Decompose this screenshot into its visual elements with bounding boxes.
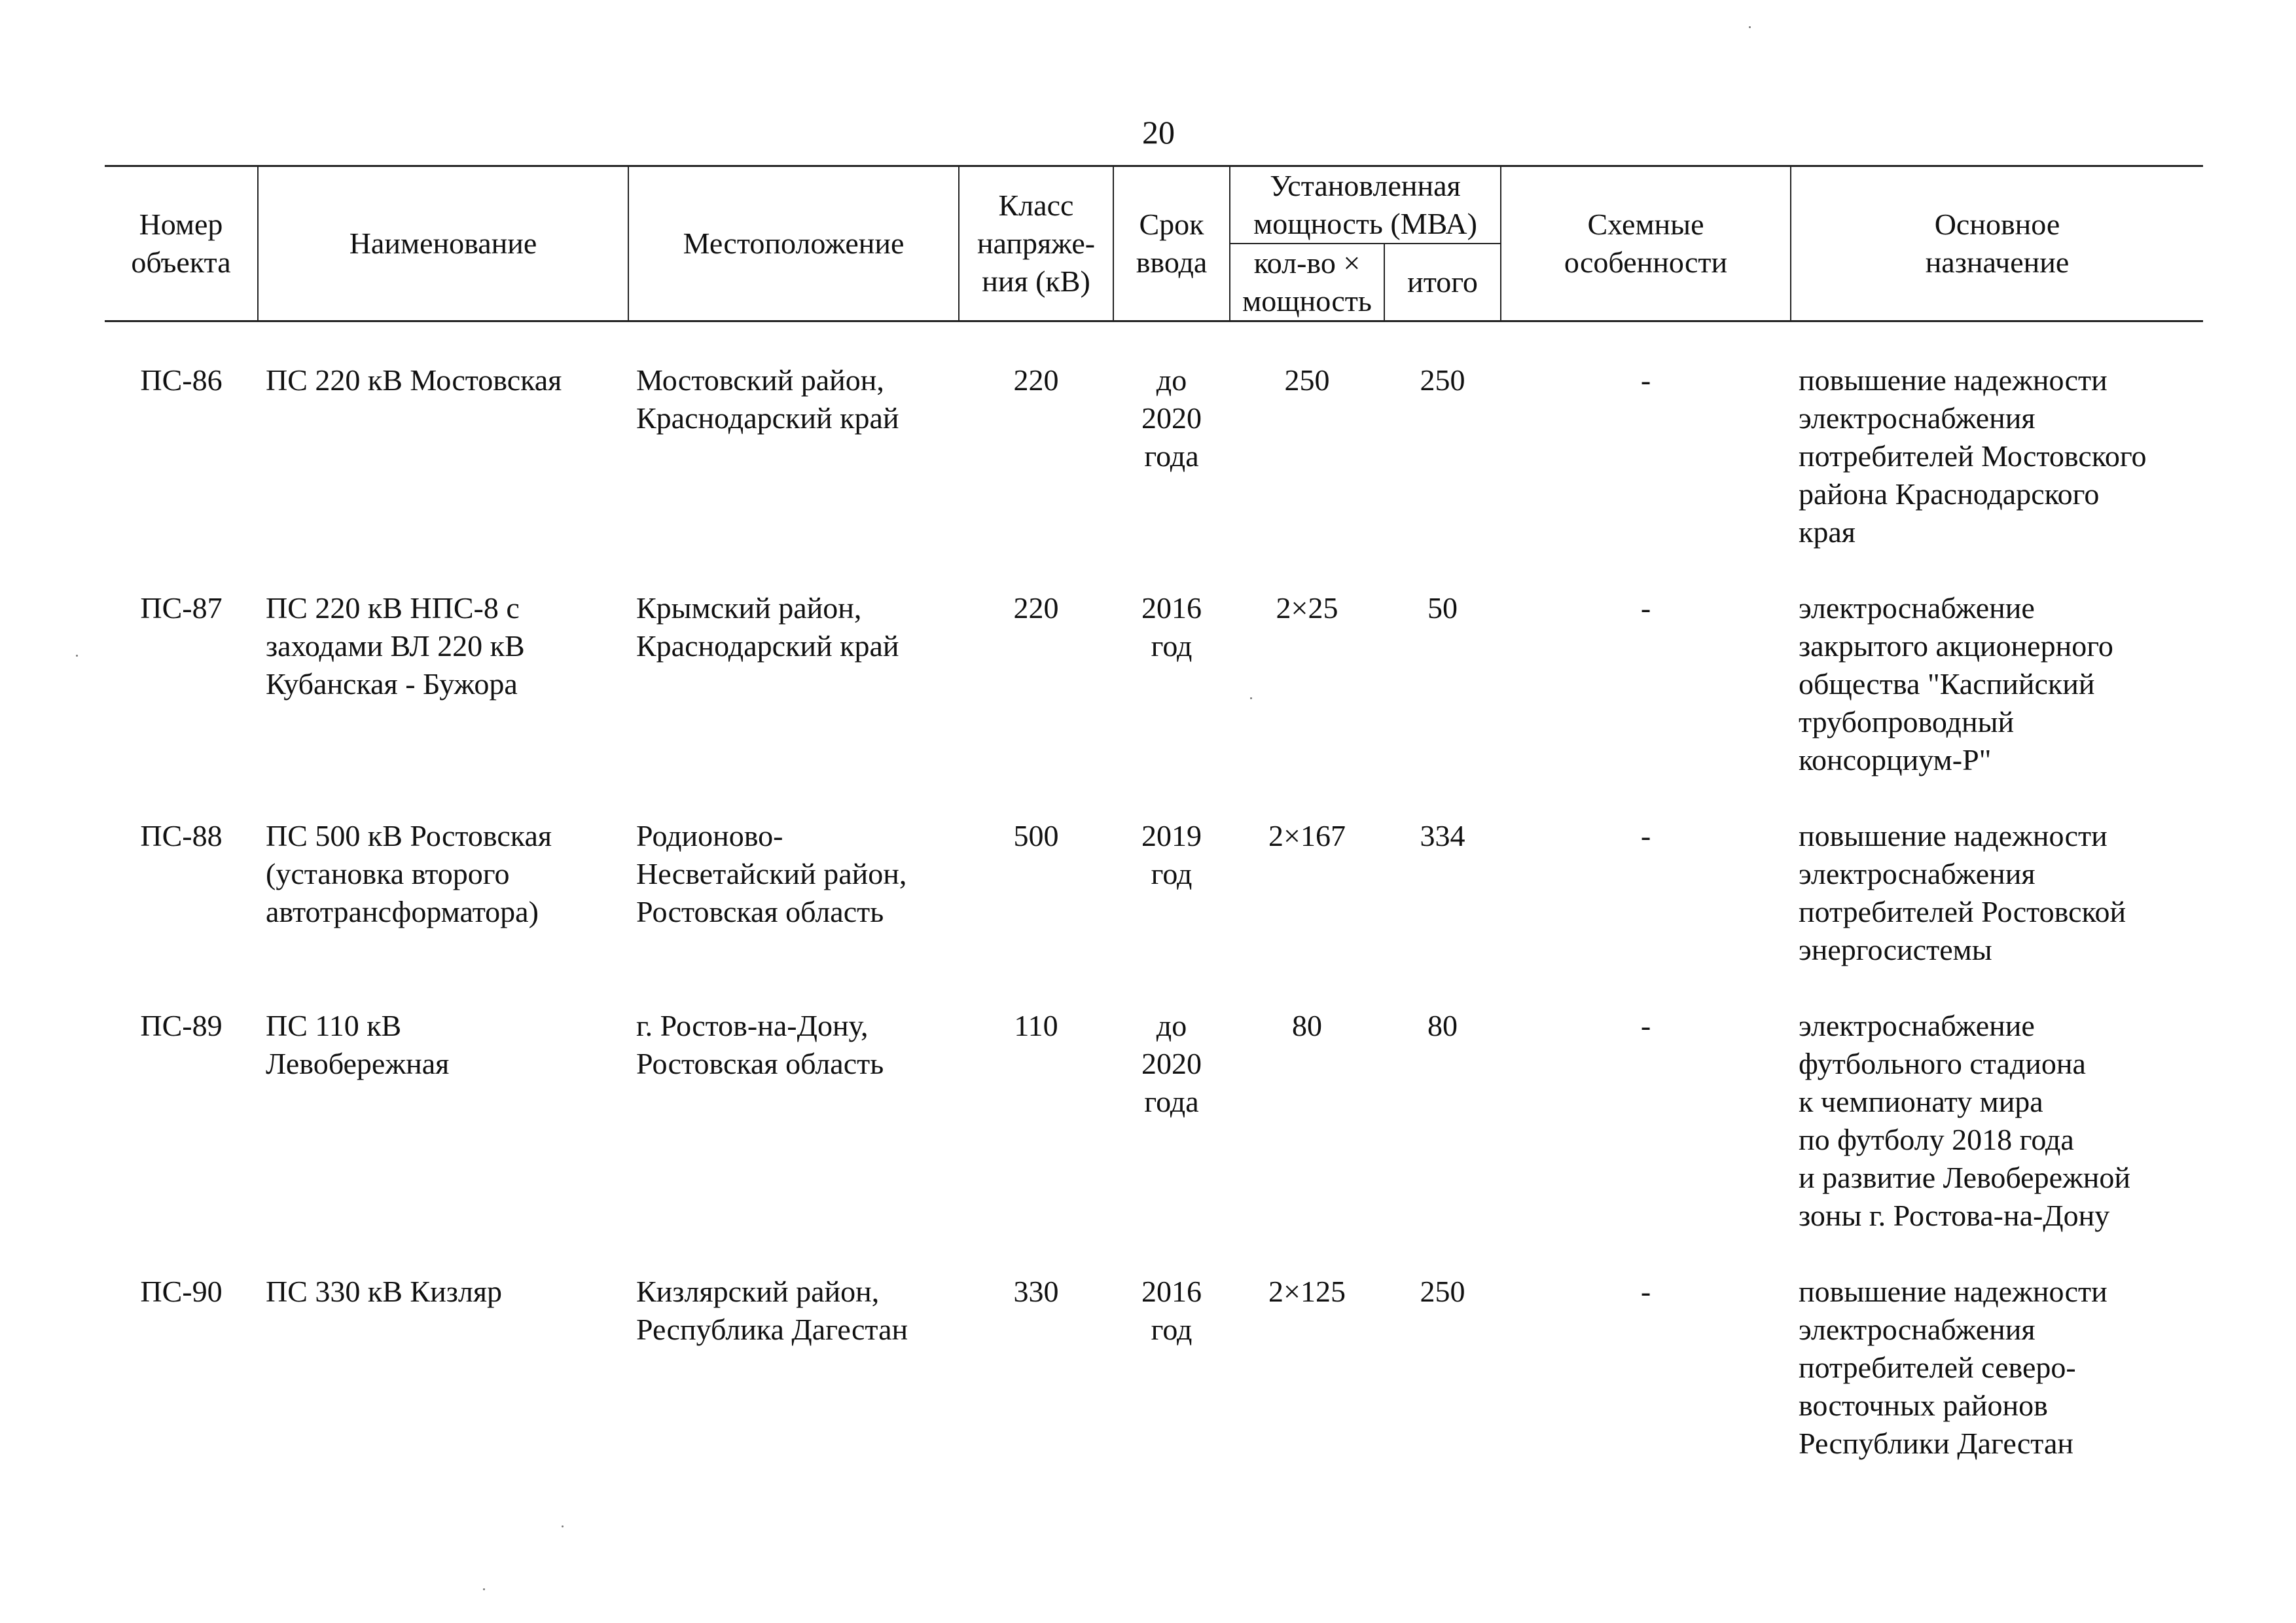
header-scheme-features: Схемные особенности bbox=[1501, 166, 1791, 321]
row-term: до 2020 года bbox=[1141, 363, 1202, 473]
row-purpose: электроснабжение закрытого акционерного общества "Каспийский трубопроводный консорциум-Р" bbox=[1799, 591, 2113, 776]
page-number: 20 bbox=[1142, 114, 1175, 151]
row-purpose: повышение надежности электроснабжения потребителей Ростовской энергосистемы bbox=[1799, 819, 2126, 966]
row-name: ПС 330 кВ Кизляр bbox=[266, 1275, 503, 1308]
row-number: ПС-90 bbox=[140, 1275, 223, 1308]
row-location: Крымский район, Краснодарский край bbox=[636, 591, 899, 663]
row-qty-power: 2×125 bbox=[1268, 1275, 1346, 1308]
row-name: ПС 220 кВ НПС-8 с заходами ВЛ 220 кВ Кубанская - Бужора bbox=[266, 591, 525, 701]
row-number: ПС-87 bbox=[140, 591, 223, 625]
row-voltage: 330 bbox=[1013, 1275, 1059, 1308]
row-voltage: 500 bbox=[1013, 819, 1059, 852]
scan-speck bbox=[483, 1588, 485, 1590]
row-voltage: 220 bbox=[1013, 591, 1059, 625]
table-row bbox=[105, 361, 2203, 589]
table-row bbox=[105, 589, 2203, 817]
row-scheme: - bbox=[1640, 1275, 1651, 1308]
row-total: 50 bbox=[1427, 591, 1458, 625]
row-total: 80 bbox=[1427, 1009, 1458, 1042]
row-term: 2016 год bbox=[1141, 591, 1202, 663]
row-total: 334 bbox=[1420, 819, 1465, 852]
header-name: Наименование bbox=[258, 166, 628, 321]
scan-speck bbox=[562, 1525, 564, 1527]
row-voltage: 110 bbox=[1014, 1009, 1058, 1042]
table-row bbox=[105, 817, 2203, 1007]
header-commission-term: Срок ввода bbox=[1113, 166, 1230, 321]
table-header bbox=[105, 166, 2203, 321]
row-total: 250 bbox=[1420, 363, 1465, 397]
table-row bbox=[105, 1273, 2203, 1501]
table-body bbox=[105, 321, 2203, 1501]
row-location: Мостовский район, Краснодарский край bbox=[636, 363, 899, 435]
header-capacity-qty: кол-во × мощность bbox=[1230, 244, 1384, 321]
row-qty-power: 2×167 bbox=[1268, 819, 1346, 852]
row-scheme: - bbox=[1640, 1009, 1651, 1042]
row-qty-power: 80 bbox=[1292, 1009, 1322, 1042]
row-name: ПС 220 кВ Мостовская bbox=[266, 363, 562, 397]
row-term: 2016 год bbox=[1141, 1275, 1202, 1346]
row-name: ПС 110 кВ Левобережная bbox=[266, 1009, 450, 1080]
row-qty-power: 2×25 bbox=[1276, 591, 1338, 625]
row-term: до 2020 года bbox=[1141, 1009, 1202, 1118]
scan-speck bbox=[1749, 26, 1751, 28]
header-capacity-total: итого bbox=[1384, 244, 1501, 321]
scan-speck bbox=[76, 655, 78, 657]
header-installed-capacity: Установленная мощность (МВА) bbox=[1230, 166, 1501, 244]
row-number: ПС-88 bbox=[140, 819, 223, 852]
scan-speck bbox=[1250, 697, 1252, 699]
row-scheme: - bbox=[1640, 591, 1651, 625]
row-scheme: - bbox=[1640, 819, 1651, 852]
header-object-number: Номер объекта bbox=[105, 166, 258, 321]
header-main-purpose: Основное назначение bbox=[1791, 166, 2203, 321]
row-qty-power: 250 bbox=[1284, 363, 1330, 397]
row-total: 250 bbox=[1420, 1275, 1465, 1308]
row-location: г. Ростов-на-Дону, Ростовская область bbox=[636, 1009, 884, 1080]
header-location: Местоположение bbox=[628, 166, 959, 321]
row-scheme: - bbox=[1640, 363, 1651, 397]
row-term: 2019 год bbox=[1141, 819, 1202, 890]
row-purpose: повышение надежности электроснабжения потребителей северо- восточных районов Республики Дагестан bbox=[1799, 1275, 2108, 1460]
row-purpose: повышение надежности электроснабжения потребителей Мостовского района Краснодарского края bbox=[1799, 363, 2147, 549]
row-number: ПС-86 bbox=[140, 363, 223, 397]
table-row bbox=[105, 1007, 2203, 1273]
header-voltage-class: Класс напряже- ния (кВ) bbox=[959, 166, 1113, 321]
substations-table bbox=[105, 165, 2203, 1501]
row-purpose: электроснабжение футбольного стадиона к чемпионату мира по футболу 2018 года и развитие Левобережной зоны г. Ростова-на-Дону bbox=[1799, 1009, 2131, 1232]
row-name: ПС 500 кВ Ростовская (установка второго автотрансформатора) bbox=[266, 819, 552, 928]
row-voltage: 220 bbox=[1013, 363, 1059, 397]
row-number: ПС-89 bbox=[140, 1009, 223, 1042]
row-location: Родионово- Несветайский район, Ростовская область bbox=[636, 819, 907, 928]
row-location: Кизлярский район, Республика Дагестан bbox=[636, 1275, 908, 1346]
